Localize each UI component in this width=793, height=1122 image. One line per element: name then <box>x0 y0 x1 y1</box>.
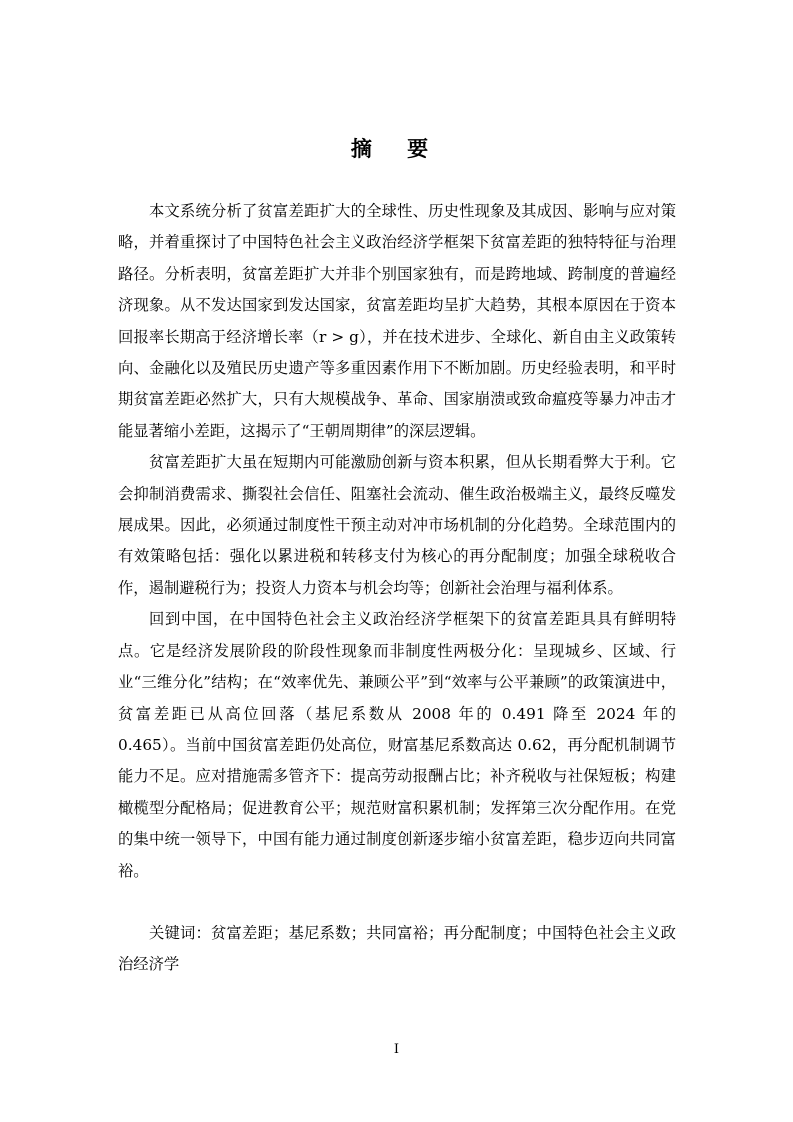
abstract-body <box>118 196 676 981</box>
keywords-text: 贫富差距；基尼系数；共同富裕；再分配制度；中国特色社会主义政治经济学 <box>118 923 676 974</box>
abstract-title: 摘 要 <box>350 136 443 161</box>
keywords-label: 关键词： <box>149 923 212 942</box>
page-number: I <box>393 1042 400 1057</box>
abstract-paragraph-3: 回到中国，在中国特色社会主义政治经济学框架下的贫富差距具具有鲜明特点。它是经济发展阶段的阶段性现象而非制度性两极分化：呈现城乡、区域、行业“三维分化”结构；在“效率优先、兼顾公平”到“效率与公平兼顾”的政策演进中，贫富差距已从高位回落（基尼系数从 2008 年的 0.491 降至 2024 年的 0.465）。当前中国贫富差距仍处高位，财富基尼系数高达 0.62，再分配机制调节能力不足。应对措施需多管齐下：提高劳动报酬占比；补齐税收与社保短板；构建橄榄型分配格局；促进教育公平；规范财富积累机制；发挥第三次分配作用。在党的集中统一领导下，中国有能力通过制度创新逐步缩小贫富差距，稳步迈向共同富裕。 <box>118 610 676 880</box>
abstract-paragraph-1: 本文系统分析了贫富差距扩大的全球性、历史性现象及其成因、影响与应对策略，并着重探讨了中国特色社会主义政治经济学框架下贫富差距的独特特征与治理路径。分析表明，贫富差距扩大并非个别国家独有，而是跨地域、跨制度的普遍经济现象。从不发达国家到发达国家，贫富差距均呈扩大趋势，其根本原因在于资本回报率长期高于经济增长率（r > g），并在技术进步、全球化、新自由主义政策转向、金融化以及殖民历史遗产等多重因素作用下不断加剧。历史经验表明，和平时期贫富差距必然扩大，只有大规模战争、革命、国家崩溃或致命瘟疫等暴力冲击才能显著缩小差距，这揭示了“王朝周期律”的深层逻辑。 <box>118 202 676 440</box>
keywords-line <box>118 918 676 981</box>
abstract-paragraph-2: 贫富差距扩大虽在短期内可能激励创新与资本积累，但从长期看弊大于利。它会抑制消费需求、撕裂社会信任、阻塞社会流动、催生政治极端主义，最终反噬发展成果。因此，必须通过制度性干预主动对冲市场机制的分化趋势。全球范围内的有效策略包括：强化以累进税和转移支付为核心的再分配制度；加强全球税收合作，遏制避税行为；投资人力资本与机会均等；创新社会治理与福利体系。 <box>118 453 676 597</box>
